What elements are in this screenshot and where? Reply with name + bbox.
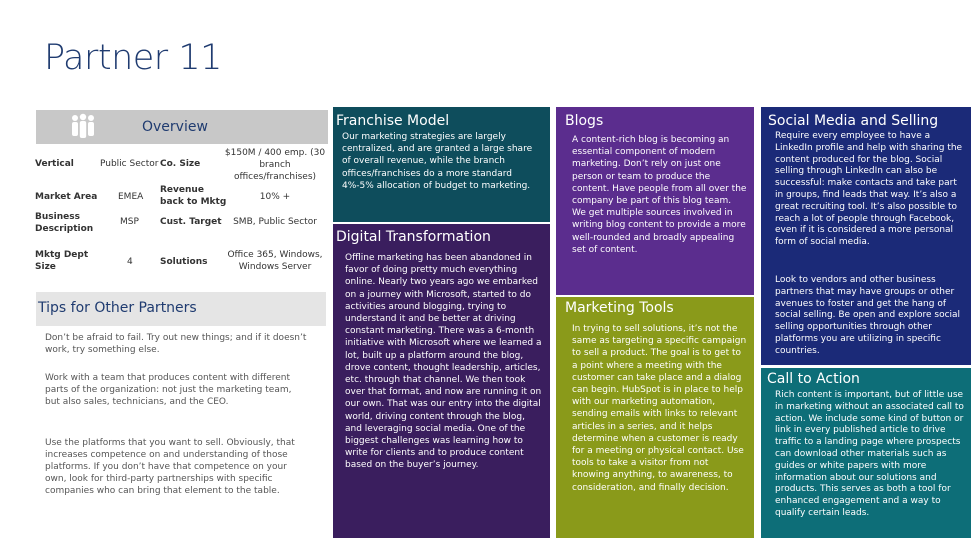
overview-row (34, 249, 326, 283)
franchise-model-body: Our marketing strategies are largely centralized, and are granted a large share of overall revenue, while the branch offices/franchises do a more standard 4%-5% allocation of budget to marketing. (342, 132, 533, 191)
marketing-tools-body: In trying to sell solutions, it’s not the same as targeting a specific campaign to sell a product. The goal is to get to a point where a meeting with the customer can take place and a dialog can begin. HubSpot is in place to help with our marketing automation, sending emails with links to relevant articles in a series, and it helps determine when a customer is ready for a meeting or physical contact. Use tools to take a visitor from not knowing anything, to awareness, to consideration, and finally decision. (572, 324, 747, 493)
overview-label2: Co. Size (160, 159, 201, 169)
overview-label: Business Description (35, 212, 94, 234)
overview-label: Market Area (35, 192, 98, 202)
marketing-tools-title: Marketing Tools (565, 300, 674, 316)
social-media-panel (761, 107, 971, 365)
overview-row (34, 147, 326, 181)
marketing-tools-panel (556, 297, 754, 538)
social-media-body: Require every employee to have a LinkedIn profile and help with sharing the content produced for the blog. Social selling through LinkedIn can also be successful: make contacts and take part in groups, find leads that way. It’s also a great recruiting tool. It’s also possible to reach a lot of people through Facebook, even if it is considered a more personal form of social media. (775, 131, 963, 248)
overview-label: Mktg Dept Size (35, 250, 89, 272)
tips-paragraph: Use the platforms that you want to sell. Obviously, that increases competence on and understanding of those platforms. If you don’t have that competence on your own, look for third-party partnerships with specific companies who can bring that element to the table. (45, 438, 295, 496)
overview-label2: Revenue back to Mktg (160, 185, 227, 207)
call-to-action-title: Call to Action (767, 371, 860, 387)
overview-label2: Solutions (160, 257, 208, 267)
overview-value2: $150M / 400 emp. (30 branch offices/franchises) (224, 148, 326, 182)
overview-value: 4 (127, 257, 133, 267)
overview-label2: Cust. Target (160, 217, 222, 227)
franchise-model-panel (333, 107, 550, 222)
tips-paragraph: Work with a team that produces content with different parts of the organization: not just the marketing team, but also sales, technicians, and the CEO. (45, 373, 292, 407)
overview-value: Public Sector (100, 159, 159, 169)
blogs-title: Blogs (565, 113, 604, 129)
overview-title: Overview (142, 119, 208, 135)
blogs-panel (556, 107, 754, 295)
digital-transformation-panel (333, 224, 550, 538)
overview-value2: 10% + (259, 192, 291, 202)
social-media-title: Social Media and Selling (768, 113, 939, 129)
overview-label: Vertical (35, 159, 74, 169)
social-media-body-secondary: Look to vendors and other business partners that may have groups or other avenues to foster and get the hang of social selling. Be open and explore social selling opportunities through other platforms you are utilizing in specific countries. (775, 275, 961, 356)
overview-value: EMEA (118, 192, 144, 202)
overview-value2: Office 365, Windows, Windows Server (227, 250, 323, 272)
franchise-model-title: Franchise Model (336, 113, 450, 129)
overview-value2: SMB, Public Sector (233, 217, 317, 227)
digital-transformation-title: Digital Transformation (336, 229, 491, 245)
tips-paragraph: Don’t be afraid to fail. Try out new things; and if it doesn’t work, try something else. (45, 333, 307, 355)
call-to-action-body: Rich content is important, but of little use in marketing without an associated call to action. We include some kind of button or link in every published article to drive traffic to a landing page where prospects can download other materials such as guides or white papers with more information about our solutions and products. This serves as both a tool for enhanced engagement and a way to qualify certain leads. (775, 390, 964, 518)
tips-title: Tips for Other Partners (38, 300, 197, 316)
digital-transformation-body: Offline marketing has been abandoned in favor of doing pretty much everything online. Nearly two years ago we embarked on a journey with Microsoft, started to do activities around blogging, trying to understand it and be better at driving constant marketing. There was a 6-month initiative with Microsoft where we learned a lot, built up a platform around the blog, drove content, thought leadership, articles, etc. through that channel. We then took over that format, and now are running it on our own. That was our entry into the digital world, driving content through the blog, and leveraging social media. One of the biggest challenges was learning how to write for clients and to produce content based on the buyer’s journey. (345, 253, 542, 471)
page-title: Partner 11 (44, 38, 222, 78)
call-to-action-panel (761, 368, 971, 538)
overview-row (34, 184, 326, 212)
overview-value: MSP (120, 217, 139, 227)
blogs-body: A content-rich blog is becoming an essential component of modern marketing. Don’t rely on just one person or team to produce the content. Have people from all over the company be part of this blog team. We get multiple sources involved in writing blog content to provide a more well-rounded and broadly appealing set of content. (572, 135, 747, 255)
people-icon (68, 112, 98, 142)
overview-row (34, 211, 326, 241)
